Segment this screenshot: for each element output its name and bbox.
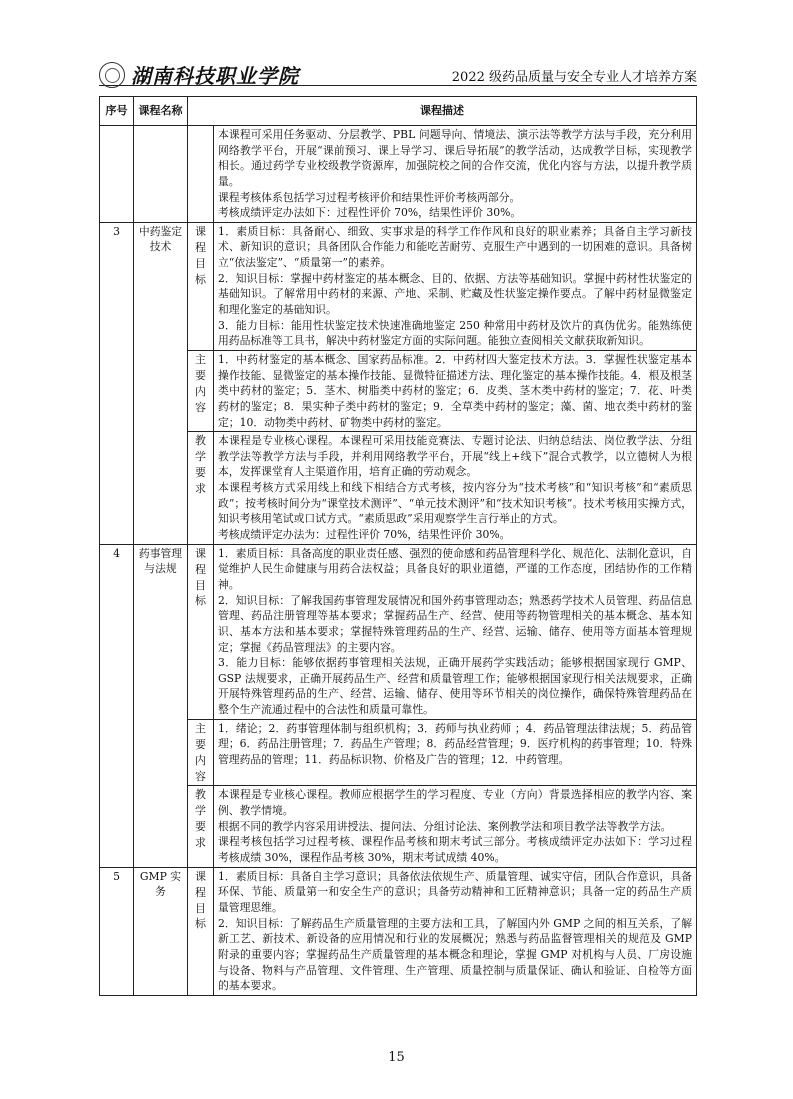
table-row (100, 350, 697, 431)
content-paragraph: 1．绪论；2．药事管理体制与组织机构；3．药师与执业药师 ；4．药品管理法律法规；5．药品管理；6．药品注册管理；7．药品生产管理；8．药品经营管理；9．医疗机构的药事管理；10．特殊管理药品的管理；11．药品标识物、价格及广告的管理；12．中药管理。 (218, 721, 692, 766)
objectives-paragraph: 2．知识目标：了解我国药事管理发展情况和国外药事管理动态；熟悉药学技术人员管理、药品信息管理、药品注册管理等基本要求；掌握药品生产、经营、使用等药物管理相关的基本概念、基本知识、基本方法和基本要求；掌握特殊管理药品的生产、经营、运输、储存、使用等方面基本管理规定；掌握《药品管理法》的主要内容。 (218, 593, 692, 654)
requirements-paragraph: 考核成绩评定办法为：过程性评价 70%，结果性评价 30%。 (218, 528, 511, 542)
table-row (100, 126, 697, 223)
objectives-label: 课程目标 (188, 222, 214, 350)
content-label: 主要内容 (188, 350, 214, 431)
course-name: 中药鉴定技术 (134, 222, 188, 544)
requirements-cell (214, 126, 697, 223)
requirements-label: 教学要求 (188, 432, 214, 544)
header-desc: 课程描述 (188, 97, 697, 126)
requirements-cell (214, 786, 697, 867)
requirements-paragraph: 本课程可采用任务驱动、分层教学、PBL 问题导向、情境法、演示法等教学方法与手段，充分利用网络教学平台，开展“课前预习、课上导学习、课后导拓展”的教学活动，达成教学目标，实现教学相长。通过药学专业校级教学资源库，加强院校之间的合作交流，优化内容与方法，以提升教学质量。 (218, 128, 692, 188)
name-cell (134, 126, 188, 223)
course-name: GMP 实务 (134, 867, 188, 995)
objectives-paragraph: 2．知识目标：了解药品生产质量管理的主要方法和工具，了解国内外 GMP 之间的相互关系，了解新工艺、新技术、新设备的应用情况和行业的发展概况；熟悉与药品监督管理相关的规范及 GMP 附录的重要内容；掌握药品生产质量管理的基本概念和理论，掌握 GMP 对机构与人员、厂房设施与设备、物料与产品管理、文件管理、生产管理、质量控制与质量保证、确认和验证、自检等方面的基本要求。 (218, 916, 692, 993)
requirements-paragraph: 根据不同的教学内容采用讲授法、提问法、分组讨论法、案例教学法和项目教学法等教学方法。 (218, 819, 672, 833)
table-row (100, 867, 697, 995)
objectives-paragraph: 1．素质目标：具备耐心、细致、实事求是的科学工作作风和良好的职业素养；具备自主学习新技术、新知识的意识；具备团队合作能力和能吃苦耐劳、克服生产中遇到的一切困难的意识。具备树立“依法鉴定”、“质量第一”的素养。 (218, 224, 692, 270)
content-label: 主要内容 (188, 719, 214, 786)
table-row (100, 432, 697, 544)
page-number: 15 (388, 1050, 405, 1065)
objectives-label: 课程目标 (188, 867, 214, 995)
course-number: 5 (100, 867, 134, 995)
header-name: 课程名称 (134, 97, 188, 126)
header-divider (99, 85, 697, 86)
school-seal-icon (99, 62, 125, 88)
school-name: 湖南科技职业学院 (131, 64, 299, 88)
requirements-paragraph: 本课程是专业核心课程。本课程可采用技能竞赛法、专题讨论法、归纳总结法、岗位教学法、分组教学法等教学方法与手段，并利用网络教学平台，开展“线上+线下”混合式教学，以立德树人为根本，发挥课堂育人主渠道作用，培育正确的劳动观念。 (218, 434, 692, 479)
table-row (100, 222, 697, 350)
content-paragraph: 1．中药材鉴定的基本概念、国家药品标准。2．中药材四大鉴定技术方法。3．掌握性状鉴定基本操作技能、显微鉴定的基本操作技能、显微特征描述方法、理化鉴定的基本操作技能。4．根及根茎类中药材的鉴定；5．茎木、树脂类中药材的鉴定；6．皮类、茎木类中药材的鉴定；7．花、叶类药材的鉴定；8．果实种子类中药材的鉴定；9．全草类中药材的鉴定；藻、菌、地衣类中药材的鉴定；10．动物类中药材、矿物类中药材的鉴定。 (218, 352, 692, 429)
requirements-paragraph: 考核成绩评定办法如下：过程性评价 70%，结果性评价 30%。 (218, 206, 522, 220)
table-header-row (100, 97, 697, 126)
course-name: 药事管理与法规 (134, 544, 188, 867)
tag-cell (188, 126, 214, 223)
table-row (100, 719, 697, 786)
no-cell (100, 126, 134, 223)
requirements-paragraph: 课程考核体系包括学习过程考核评价和结果性评价考核两部分。 (218, 190, 521, 204)
table-row (100, 544, 697, 719)
objectives-paragraph: 1．素质目标：具备高度的职业责任感、强烈的使命感和药品管理科学化、规范化、法制化意识，自觉维护人民生命健康与用药合法权益；具备良好的职业道德，严谨的工作态度，团结协作的工作精神。 (218, 546, 692, 591)
requirements-cell (214, 432, 697, 544)
objectives-paragraph: 2．知识目标：掌握中药材鉴定的基本概念、目的、依据、方法等基础知识。掌握中药材性状鉴定的基础知识。了解常用中药材的来源、产地、采制、贮藏及性状鉴定操作要点。了解中药材显微鉴定和理化鉴定的基础知识。 (218, 271, 692, 317)
objectives-paragraph: 3．能力目标：能够依据药事管理相关法规，正确开展药学实践活动；能够根据国家现行 GMP、GSP 法规要求，正确开展药品生产、经营和质量管理工作；能够根据国家现行相关法规要求，正确开展特殊管理药品的生产、经营、运输、储存、使用等环节相关的岗位操作，确保特殊管理药品在整个生产流通过程中的合法性和质量可靠性。 (218, 656, 692, 717)
page-header (99, 58, 697, 92)
requirements-label: 教学要求 (188, 786, 214, 867)
course-number: 3 (100, 222, 134, 544)
objectives-cell (214, 867, 697, 995)
objectives-paragraph: 1．素质目标：具备自主学习意识；具备依法依规生产、质量管理、诚实守信，团队合作意识，具备环保、节能、质量第一和安全生产的意识；具备劳动精神和工匠精神意识；具备一定的药品生产质量管理思维。 (218, 869, 692, 914)
table-row (100, 786, 697, 867)
objectives-cell (214, 222, 697, 350)
requirements-paragraph: 课程考核包括学习过程考核、课程作品考核和期末考试三部分。考核成绩评定办法如下：学习过程考核成绩 30%，课程作品考核 30%，期末考试成绩 40%。 (218, 835, 692, 865)
header-no: 序号 (100, 97, 134, 126)
objectives-label: 课程目标 (188, 544, 214, 719)
document-title: 2022 级药品质量与安全专业人才培养方案 (451, 70, 697, 85)
objectives-cell (214, 544, 697, 719)
content-cell (214, 719, 697, 786)
course-number: 4 (100, 544, 134, 867)
course-table (99, 96, 697, 996)
objectives-paragraph: 3．能力目标：能用性状鉴定技术快速准确地鉴定 250 种常用中药材及饮片的真伪优劣。能熟练使用药品标准等工具书，解决中药材鉴定方面的实际问题。能独立查阅相关文献获取新知识。 (218, 318, 692, 348)
content-cell (214, 350, 697, 431)
requirements-paragraph: 本课程是专业核心课程。教师应根据学生的学习程度、专业（方向）背景选择相应的教学内容、案例、教学情境。 (218, 788, 692, 818)
requirements-paragraph: 本课程考核方式采用线上和线下相结合方式考核，按内容分为“技术考核”和“知识考核”和“素质思政”；按考核时间分为“课堂技术测评”、“单元技术测评”和“技术知识考核”。技术考核用实操方式，知识考核用笔试或口试方式。“素质思政”采用观察学生言行举止的方式。 (218, 481, 692, 526)
